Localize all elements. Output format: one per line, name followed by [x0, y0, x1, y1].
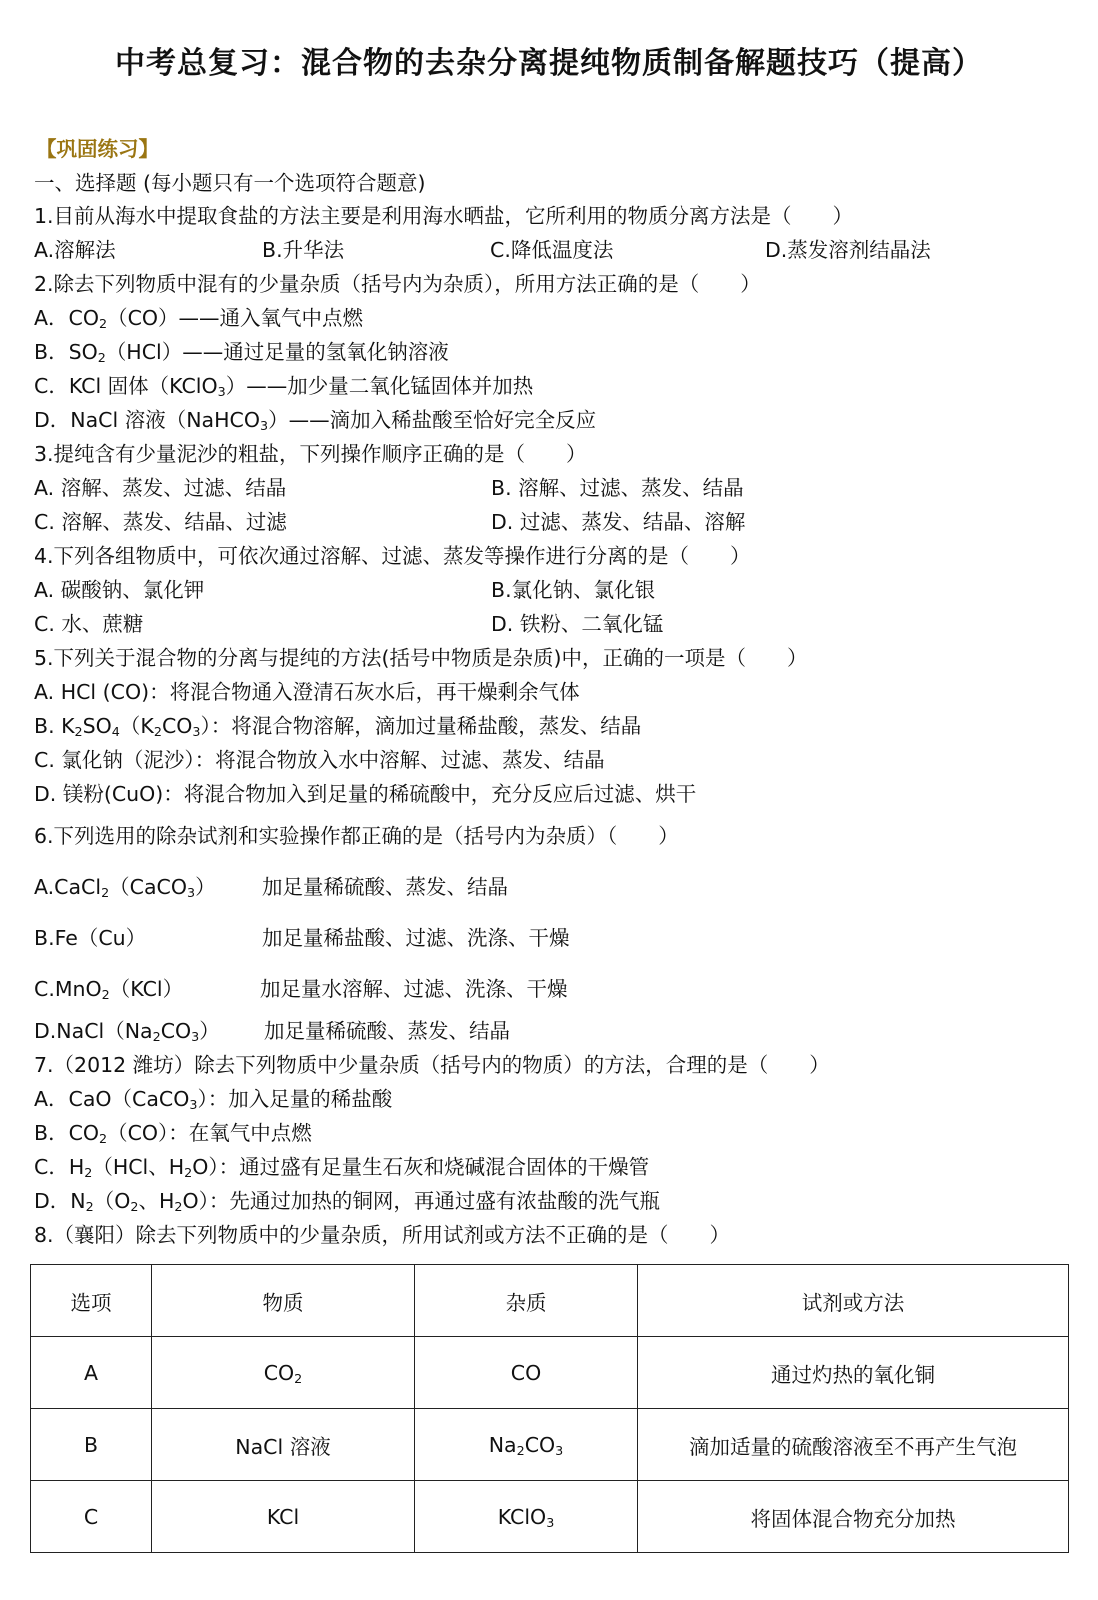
q3-option-b: B. 溶解、过滤、蒸发、结晶 [491, 476, 744, 500]
q4-option-a: A. 碳酸钠、氯化钾 [34, 578, 205, 602]
q4-option-d: D. 铁粉、二氧化锰 [491, 612, 664, 636]
question-3-stem: 3.提纯含有少量泥沙的粗盐，下列操作顺序正确的是（ ） [34, 442, 587, 466]
q8-table [30, 1264, 1069, 1553]
column-header: 物质 [152, 1265, 415, 1337]
table-cell-option: A [31, 1337, 152, 1409]
page-title: 中考总复习：混合物的去杂分离提纯物质制备解题技巧（提高） [115, 46, 983, 81]
question-2-stem: 2.除去下列物质中混有的少量杂质（括号内为杂质），所用方法正确的是（ ） [34, 272, 761, 296]
q6-option-d: $D.NaCl(Na_2CO_3)$ [34, 1019, 220, 1045]
table-cell-impurity: KClO$_3$ [415, 1481, 638, 1553]
q6-option-c: C.MnO$_2$（KCl） [34, 977, 184, 1003]
question-5-stem: 5.下列关于混合物的分离与提纯的方法(括号中物质是杂质)中，正确的一项是（ ） [34, 646, 808, 670]
q6-option-d-method: 加足量稀硫酸、蒸发、结晶 [264, 1019, 510, 1043]
q3-option-c: C. 溶解、蒸发、结晶、过滤 [34, 510, 287, 534]
question-6-stem: 6.下列选用的除杂试剂和实验操作都正确的是（括号内为杂质）（ ） [34, 824, 679, 848]
q6-option-c-method: 加足量水溶解、过滤、洗涤、干燥 [260, 977, 568, 1001]
q1-option-c: C.降低温度法 [490, 238, 614, 262]
column-header: 试剂或方法 [638, 1265, 1069, 1337]
q1-option-a: A.溶解法 [34, 238, 116, 262]
q6-option-a-method: 加足量稀硫酸、蒸发、结晶 [262, 875, 508, 899]
table-cell-option: C [31, 1481, 152, 1553]
table-cell-substance: NaCl 溶液 [152, 1409, 415, 1481]
table-cell-impurity: CO [415, 1337, 638, 1409]
q4-option-c: C. 水、蔗糖 [34, 612, 144, 636]
q6-option-b-method: 加足量稀盐酸、过滤、洗涤、干燥 [262, 926, 570, 950]
q7-option-c: C．$H_2(HCl$、$H_2O$）：通过盛有足量生石灰和烧碱混合固体的干燥管 [34, 1155, 650, 1181]
q5-option-b: B. $K_2SO_4(K_2CO_3)$：将混合物溶解，滴加过量稀盐酸，蒸发、结晶 [34, 714, 642, 740]
question-4-stem: 4.下列各组物质中，可依次通过溶解、过滤、蒸发等操作进行分离的是（ ） [34, 544, 751, 568]
table-header-row [31, 1265, 1069, 1337]
q6-option-b: B.Fe（Cu） [34, 926, 147, 950]
q2-option-d: D．NaCl 溶液（NaHCO$_3$）——滴加入稀盐酸至恰好完全反应 [34, 408, 597, 434]
q5-option-a: A. HCl (CO)：将混合物通入澄清石灰水后，再干燥剩余气体 [34, 680, 580, 704]
q2-option-c: C．KCl 固体（KClO$_3$）——加少量二氧化锰固体并加热 [34, 374, 534, 400]
table-cell-impurity: $Na_2CO_3$ [415, 1409, 638, 1481]
table-cell-method: 将固体混合物充分加热 [638, 1481, 1069, 1553]
q7-option-a: A．CaO（CaCO$_3$）：加入足量的稀盐酸 [34, 1087, 393, 1113]
q3-option-a: A. 溶解、蒸发、过滤、结晶 [34, 476, 287, 500]
q5-option-c: C. 氯化钠（泥沙）：将混合物放入水中溶解、过滤、蒸发、结晶 [34, 748, 605, 772]
table-row [31, 1337, 1069, 1409]
part-heading: 一、选择题 (每小题只有一个选项符合题意) [34, 171, 426, 195]
question-1-stem: 1.目前从海水中提取食盐的方法主要是利用海水晒盐，它所利用的物质分离方法是（ ） [34, 204, 854, 228]
table-cell-method: 滴加适量的硫酸溶液至不再产生气泡 [638, 1409, 1069, 1481]
table-row [31, 1409, 1069, 1481]
table-cell-substance: $CO_2$ [152, 1337, 415, 1409]
question-7-stem: 7.（2012 潍坊）除去下列物质中少量杂质（括号内的物质）的方法，合理的是（ ） [34, 1053, 830, 1077]
table-cell-option: B [31, 1409, 152, 1481]
q7-option-b: B．$CO_2(CO)$：在氧气中点燃 [34, 1121, 312, 1147]
q1-option-b: B.升华法 [262, 238, 345, 262]
section-label: 【巩固练习】 [36, 137, 159, 161]
column-header: 杂质 [415, 1265, 638, 1337]
table-cell-substance: KCl [152, 1481, 415, 1553]
table-row [31, 1481, 1069, 1553]
q6-option-a: A.CaCl$_2$（CaCO$_3$） [34, 875, 216, 901]
table-cell-method: 通过灼热的氧化铜 [638, 1337, 1069, 1409]
q4-option-b: B.氯化钠、氯化银 [491, 578, 656, 602]
q2-option-a: A．$CO_2(CO)——$通入氧气中点燃 [34, 306, 364, 332]
q3-option-d: D. 过滤、蒸发、结晶、溶解 [491, 510, 746, 534]
q1-option-d: D.蒸发溶剂结晶法 [765, 238, 931, 262]
column-header: 选项 [31, 1265, 152, 1337]
q7-option-d: D．$N_2(O_2$、$H_2O$）：先通过加热的铜网，再通过盛有浓盐酸的洗气瓶 [34, 1189, 660, 1215]
question-8-stem: 8.（襄阳）除去下列物质中的少量杂质，所用试剂或方法不正确的是（ ） [34, 1223, 731, 1247]
q2-option-b: B．$SO_2(HCl)——$通过足量的氢氧化钠溶液 [34, 340, 449, 366]
q5-option-d: D. 镁粉(CuO)：将混合物加入到足量的稀硫酸中，充分反应后过滤、烘干 [34, 782, 697, 806]
